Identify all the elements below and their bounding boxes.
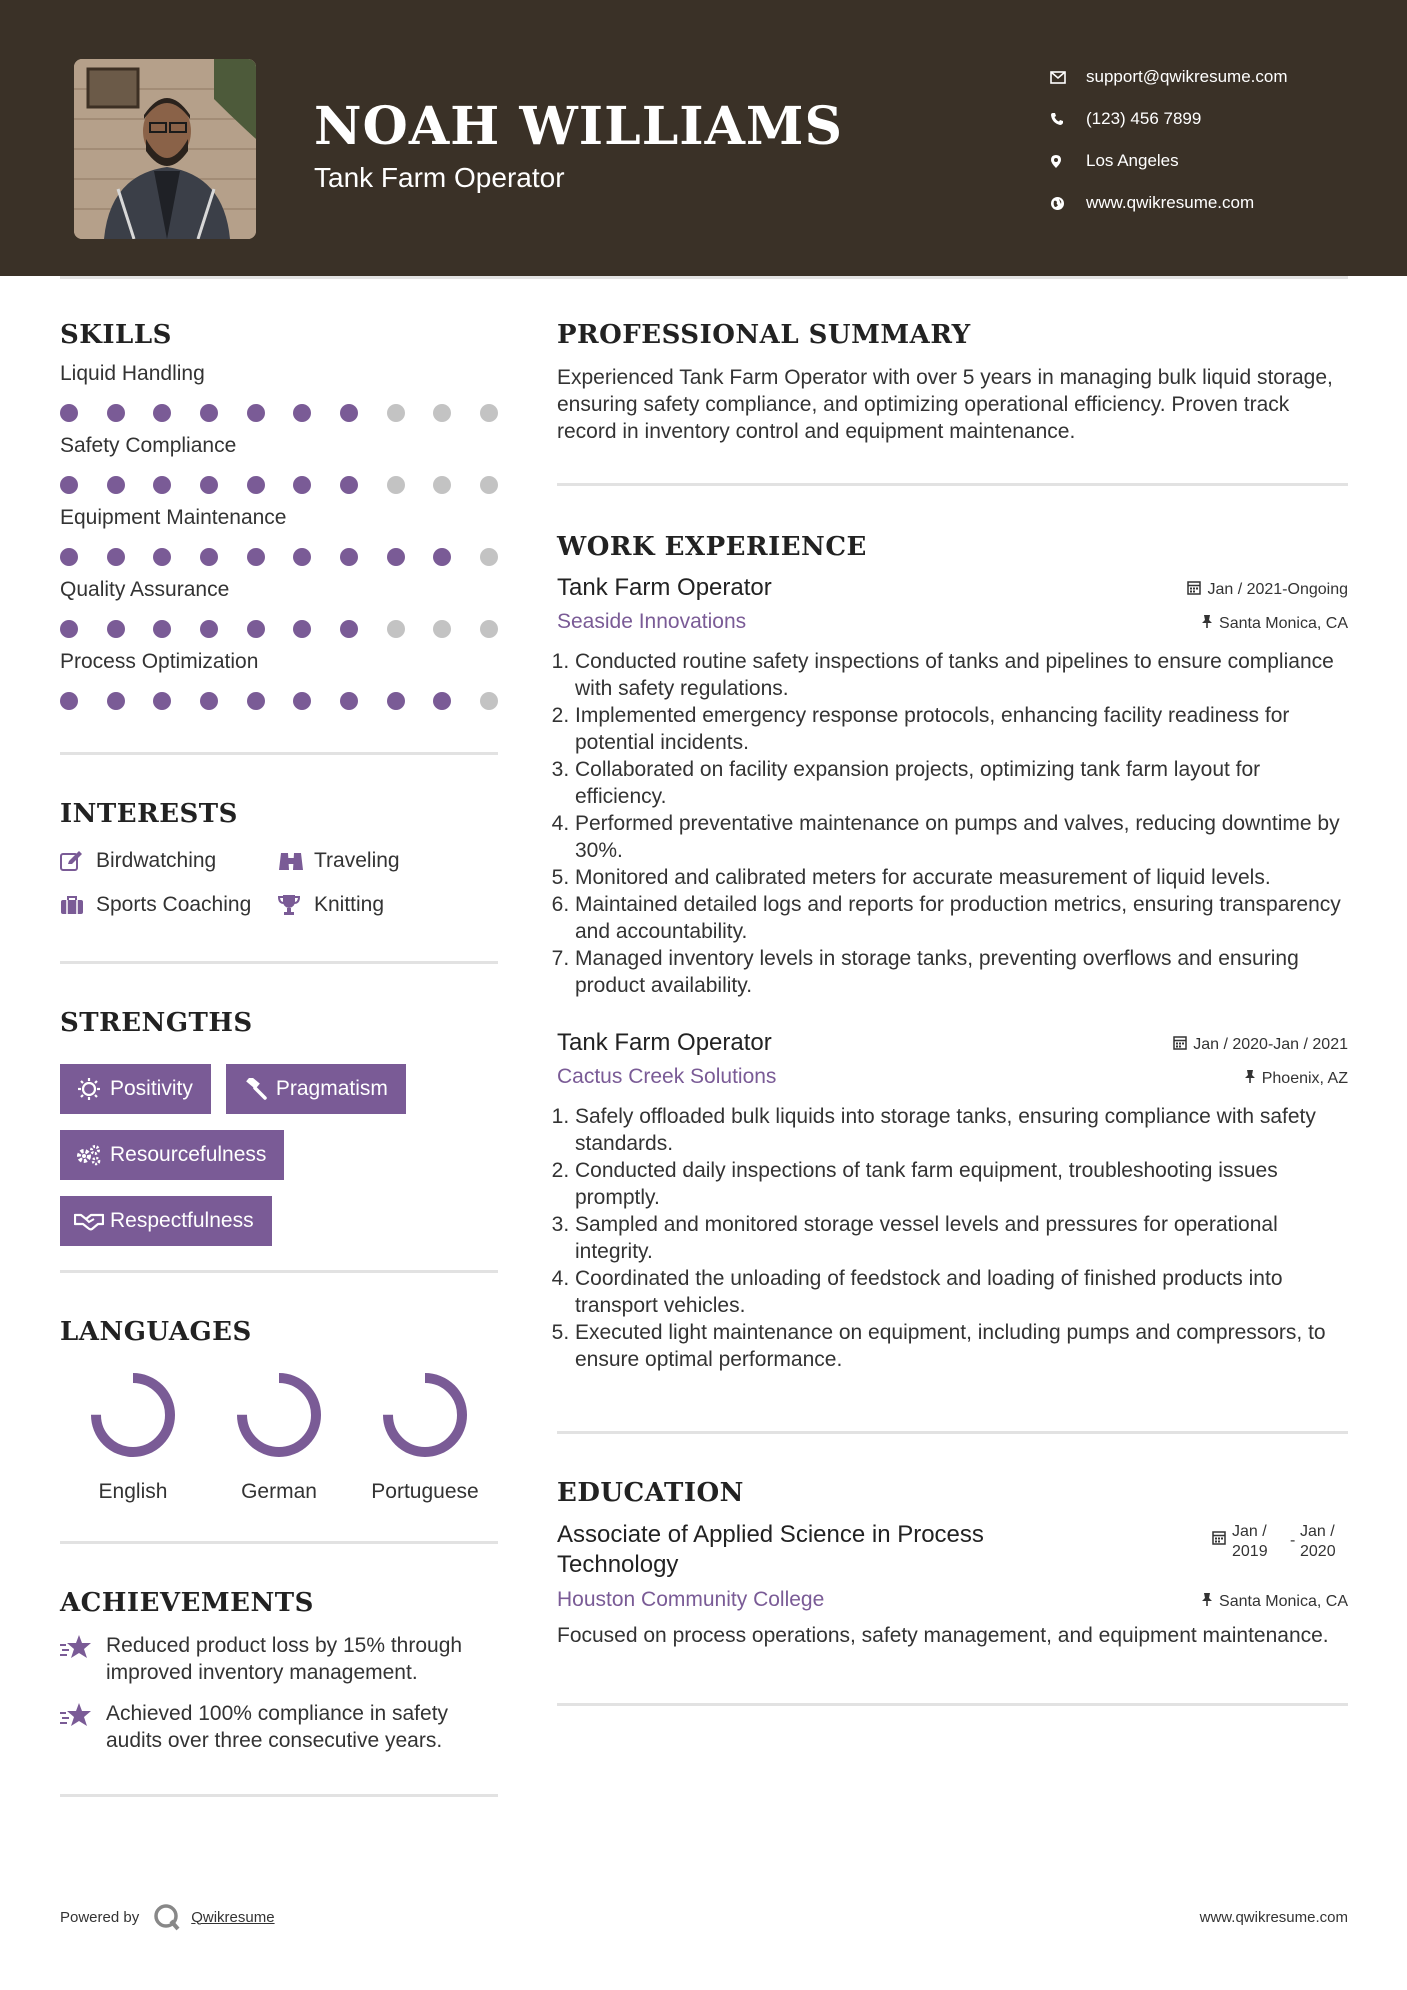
- skill-dot-filled: [293, 620, 311, 638]
- duty-item: 7. Managed inventory levels in storage tanks, preventing overflows and ensuring product availability.: [575, 945, 1348, 999]
- skill-dot-empty: [480, 692, 498, 710]
- skill-dot-empty: [480, 548, 498, 566]
- skill-dot-filled: [60, 692, 78, 710]
- job-dates-text: Jan / 2021-Ongoing: [1207, 581, 1348, 598]
- skill-rating: [60, 548, 498, 566]
- skills-list: [60, 362, 498, 710]
- skill-dot-filled: [340, 548, 358, 566]
- experience-title: WORK EXPERIENCE: [557, 532, 867, 562]
- skill-item: [60, 506, 498, 566]
- contact-phone-text: (123) 456 7899: [1086, 109, 1202, 128]
- edit-icon: [60, 850, 96, 872]
- strength-chip: [60, 1196, 272, 1246]
- handshake-icon: [72, 1211, 106, 1231]
- trophy-icon: [278, 894, 314, 916]
- skill-rating: [60, 476, 498, 494]
- footer-website[interactable]: www.qwikresume.com: [1199, 1908, 1348, 1926]
- interest-label: Birdwatching: [96, 849, 217, 872]
- education-section: [557, 1478, 1348, 1649]
- contact-location-text: Los Angeles: [1086, 151, 1179, 170]
- skill-dot-filled: [433, 692, 451, 710]
- interest-label: Knitting: [314, 893, 385, 916]
- phone-icon: [1050, 112, 1086, 126]
- footer: [60, 1903, 1348, 1931]
- language-proficiency-ring: [379, 1369, 471, 1461]
- brand-link[interactable]: Qwikresume: [191, 1908, 275, 1926]
- contact-email-text: support@qwikresume.com: [1086, 67, 1288, 86]
- section-divider: [557, 1703, 1348, 1706]
- star-achievement-icon: [60, 1632, 106, 1686]
- languages-list: [60, 1369, 498, 1505]
- interest-item: [278, 849, 498, 873]
- skill-dot-filled: [107, 620, 125, 638]
- strength-chip: [60, 1064, 211, 1114]
- interest-item: [60, 893, 278, 917]
- skill-dot-filled: [153, 404, 171, 422]
- skill-dot-filled: [340, 620, 358, 638]
- calendar-icon: [1187, 580, 1201, 600]
- candidate-role: Tank Farm Operator: [314, 162, 565, 193]
- education-start: Jan / 2019: [1232, 1523, 1268, 1560]
- section-divider: [60, 1541, 498, 1544]
- skill-dot-filled: [247, 620, 265, 638]
- skills-title: SKILLS: [60, 320, 172, 350]
- job-entry: [557, 1029, 1348, 1373]
- strength-label: Pragmatism: [275, 1077, 388, 1100]
- job-title: Tank Farm Operator: [557, 1029, 772, 1056]
- education-end: Jan / 2020: [1300, 1523, 1336, 1560]
- skill-name: Equipment Maintenance: [60, 506, 287, 529]
- job-dates: [1173, 1035, 1348, 1055]
- summary-title: PROFESSIONAL SUMMARY: [557, 320, 971, 350]
- calendar-icon: [1173, 1035, 1187, 1055]
- skill-dot-filled: [200, 404, 218, 422]
- pushpin-icon: [1244, 1069, 1256, 1089]
- job-entry: [557, 574, 1348, 999]
- experience-section: [557, 532, 1348, 1373]
- interest-item: [278, 893, 498, 917]
- contact-phone[interactable]: [1050, 98, 1288, 140]
- skill-item: [60, 578, 498, 638]
- language-proficiency-ring: [233, 1369, 325, 1461]
- job-duties: [557, 1103, 1348, 1373]
- profile-photo: [74, 59, 256, 239]
- briefcase-icon: [60, 895, 96, 915]
- skill-dot-filled: [60, 476, 78, 494]
- job-location-text: Phoenix, AZ: [1261, 1070, 1348, 1087]
- section-divider: [60, 1270, 498, 1273]
- candidate-name: NOAH WILLIAMS: [314, 96, 844, 157]
- skill-dot-filled: [340, 476, 358, 494]
- company-name: Seaside Innovations: [557, 610, 747, 633]
- interest-label: Sports Coaching: [96, 893, 252, 916]
- powered-by-label: Powered by: [60, 1908, 140, 1926]
- language-proficiency-ring: [87, 1369, 179, 1461]
- strengths-title: STRENGTHS: [60, 1008, 253, 1038]
- skill-dot-filled: [60, 404, 78, 422]
- skill-dot-filled: [387, 548, 405, 566]
- interests-section: [60, 799, 498, 917]
- skill-dot-empty: [480, 620, 498, 638]
- duty-item: 2. Conducted daily inspections of tank farm equipment, troubleshooting issues promptly.: [575, 1157, 1348, 1211]
- contact-email[interactable]: [1050, 56, 1288, 98]
- school-name: Houston Community College: [557, 1588, 825, 1611]
- language-item: [352, 1369, 498, 1505]
- language-item: [60, 1369, 206, 1505]
- skill-dot-filled: [340, 692, 358, 710]
- skill-dot-filled: [60, 620, 78, 638]
- skill-dot-empty: [433, 620, 451, 638]
- language-name: German: [241, 1480, 317, 1503]
- skill-dot-filled: [107, 548, 125, 566]
- job-duties: [557, 648, 1348, 999]
- proficiency-arc: [388, 1378, 462, 1452]
- location-pin-icon: [1050, 154, 1086, 169]
- job-dates-text: Jan / 2020-Jan / 2021: [1193, 1036, 1348, 1053]
- skill-dot-empty: [387, 620, 405, 638]
- strength-label: Resourcefulness: [110, 1143, 267, 1166]
- interest-label: Traveling: [314, 849, 400, 872]
- skill-dot-empty: [387, 476, 405, 494]
- strength-chip: [60, 1130, 284, 1180]
- strength-label: Respectfulness: [110, 1209, 254, 1232]
- contact-website[interactable]: [1050, 182, 1288, 224]
- achievements-title: ACHIEVEMENTS: [60, 1588, 314, 1618]
- skill-dot-filled: [60, 548, 78, 566]
- duty-item: 3. Collaborated on facility expansion projects, optimizing tank farm layout for efficiency.: [575, 756, 1348, 810]
- header-underline: [60, 276, 1348, 279]
- education-location: [1201, 1592, 1348, 1612]
- job-dates: [1187, 580, 1348, 600]
- skill-dot-filled: [153, 620, 171, 638]
- strength-chip: [226, 1064, 406, 1114]
- skill-dot-empty: [433, 404, 451, 422]
- summary-text: Experienced Tank Farm Operator with over 5 years in managing bulk liquid storage, ensuring safety compliance, and optimizing operational efficiency. Proven track record in inventory control and equipment maintenance.: [557, 366, 1333, 443]
- section-divider: [60, 961, 498, 964]
- strength-label: Positivity: [110, 1077, 193, 1100]
- interest-item: [60, 849, 278, 873]
- skill-dot-filled: [107, 404, 125, 422]
- interests-list: [60, 849, 498, 917]
- duty-item: 5. Monitored and calibrated meters for accurate measurement of liquid levels.: [575, 864, 1348, 891]
- skill-name: Quality Assurance: [60, 578, 230, 601]
- header: [0, 0, 1407, 276]
- achievement-item: [60, 1632, 498, 1686]
- strengths-section: [60, 1008, 498, 1246]
- right-column: [557, 320, 1348, 1706]
- left-column: [60, 320, 498, 1797]
- skill-rating: [60, 692, 498, 710]
- language-name: Portuguese: [371, 1480, 479, 1503]
- skill-dot-filled: [107, 692, 125, 710]
- skill-dot-filled: [247, 404, 265, 422]
- duty-item: 6. Maintained detailed logs and reports for production metrics, ensuring transparency and accountability.: [575, 891, 1348, 945]
- section-divider: [557, 483, 1348, 486]
- skill-item: [60, 650, 498, 710]
- skill-item: [60, 434, 498, 494]
- pushpin-icon: [1201, 1592, 1213, 1612]
- skill-dot-filled: [293, 404, 311, 422]
- powered-by: [60, 1903, 275, 1931]
- duty-item: 3. Sampled and monitored storage vessel levels and pressures for operational integrity.: [575, 1211, 1348, 1265]
- duty-item: 1. Conducted routine safety inspections of tanks and pipelines to ensure compliance with safety regulations.: [575, 648, 1348, 702]
- skill-dot-filled: [200, 620, 218, 638]
- skill-name: Process Optimization: [60, 650, 259, 673]
- education-dates: Jan / 2019 - Jan / 2020: [1212, 1522, 1348, 1562]
- skill-dot-empty: [433, 476, 451, 494]
- duty-item: 5. Executed light maintenance on equipment, including pumps and compressors, to ensure optimal performance.: [575, 1319, 1348, 1373]
- skill-dot-filled: [107, 476, 125, 494]
- summary-section: [557, 320, 1348, 445]
- skill-dot-filled: [293, 692, 311, 710]
- skills-section: [60, 320, 498, 710]
- strengths-list: [60, 1064, 498, 1246]
- skill-dot-filled: [247, 548, 265, 566]
- skill-item: [60, 362, 498, 422]
- job-location: [1244, 1069, 1348, 1089]
- gavel-icon: [238, 1078, 272, 1100]
- qwikresume-logo-icon: [153, 1903, 181, 1931]
- language-name: English: [98, 1480, 168, 1503]
- skill-dot-filled: [433, 548, 451, 566]
- contact-website-text: www.qwikresume.com: [1086, 193, 1255, 212]
- skill-name: Safety Compliance: [60, 434, 237, 457]
- duty-item: 2. Implemented emergency response protocols, enhancing facility readiness for potential incidents.: [575, 702, 1348, 756]
- contact-location: [1050, 140, 1288, 182]
- star-achievement-icon: [60, 1700, 106, 1754]
- skill-dot-filled: [387, 692, 405, 710]
- skill-dot-filled: [340, 404, 358, 422]
- language-item: [206, 1369, 352, 1505]
- skill-dot-filled: [200, 476, 218, 494]
- section-divider: [60, 752, 498, 755]
- education-title: EDUCATION: [557, 1478, 744, 1508]
- degree-title: Associate of Applied Science in Process Technology: [557, 1521, 984, 1578]
- sun-icon: [72, 1078, 106, 1100]
- languages-title: LANGUAGES: [60, 1317, 252, 1347]
- skill-dot-filled: [153, 692, 171, 710]
- skill-dot-filled: [293, 548, 311, 566]
- duty-item: 4. Performed preventative maintenance on pumps and valves, reducing downtime by 30%.: [575, 810, 1348, 864]
- skill-dot-filled: [247, 476, 265, 494]
- duty-item: 1. Safely offloaded bulk liquids into storage tanks, ensuring compliance with safety standards.: [575, 1103, 1348, 1157]
- achievement-text: Achieved 100% compliance in safety audits over three consecutive years.: [106, 1702, 449, 1752]
- calendar-icon: [1212, 1530, 1226, 1550]
- education-location-text: Santa Monica, CA: [1219, 1593, 1348, 1610]
- pushpin-icon: [1201, 614, 1213, 634]
- skill-dot-empty: [480, 404, 498, 422]
- job-title: Tank Farm Operator: [557, 574, 772, 601]
- gears-icon: [72, 1144, 106, 1166]
- skill-dot-filled: [200, 692, 218, 710]
- interests-title: INTERESTS: [60, 799, 238, 829]
- languages-section: [60, 1317, 498, 1505]
- skill-rating: [60, 620, 498, 638]
- skill-dot-filled: [293, 476, 311, 494]
- skill-dot-empty: [480, 476, 498, 494]
- skill-dot-filled: [247, 692, 265, 710]
- company-name: Cactus Creek Solutions: [557, 1065, 777, 1088]
- education-description: Focused on process operations, safety management, and equipment maintenance.: [557, 1624, 1329, 1647]
- skill-rating: [60, 404, 498, 422]
- proficiency-arc: [96, 1378, 170, 1452]
- skill-dot-filled: [153, 548, 171, 566]
- achievement-item: [60, 1700, 498, 1754]
- skill-dot-filled: [200, 548, 218, 566]
- skill-dot-filled: [153, 476, 171, 494]
- globe-icon: [1050, 196, 1086, 211]
- contact-list: [1050, 56, 1288, 224]
- job-location: [1201, 614, 1348, 634]
- envelope-icon: [1050, 71, 1086, 84]
- section-divider: [60, 1794, 498, 1797]
- job-location-text: Santa Monica, CA: [1219, 615, 1348, 632]
- skill-dot-empty: [387, 404, 405, 422]
- achievement-text: Reduced product loss by 15% through improved inventory management.: [106, 1634, 463, 1684]
- section-divider: [557, 1431, 1348, 1434]
- skill-name: Liquid Handling: [60, 362, 205, 385]
- binoculars-icon: [278, 850, 314, 872]
- achievements-section: [60, 1588, 498, 1754]
- proficiency-arc: [242, 1378, 316, 1452]
- duty-item: 4. Coordinated the unloading of feedstock and loading of finished products into transport vehicles.: [575, 1265, 1348, 1319]
